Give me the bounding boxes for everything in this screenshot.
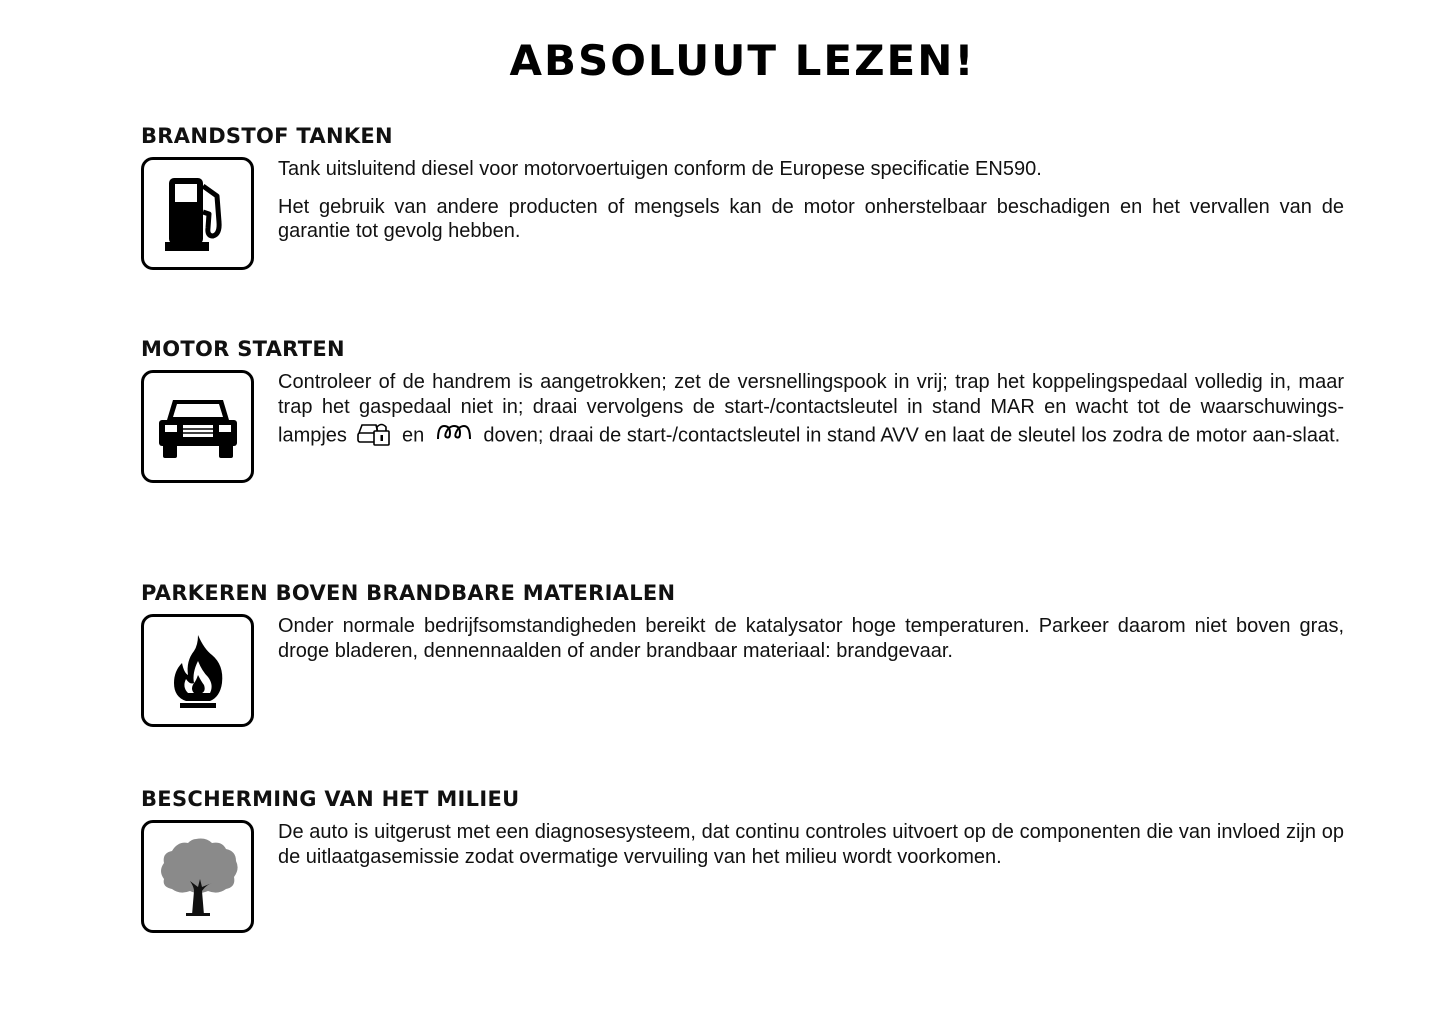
section-environment <box>141 784 1351 882</box>
section-text: doven; draai de start-/contactsleutel in stand AVV en laat de sleutel los zodra de motor aan-slaat. <box>483 424 1341 447</box>
section-heading: BESCHERMING VAN HET MILIEU <box>141 787 520 811</box>
immobilizer-icon <box>356 419 392 454</box>
flame-icon <box>141 614 254 727</box>
section-paragraph: Onder normale bedrijfsomstandigheden bereikt de katalysator hoge temperaturen. Parkeer daarom niet boven gras, droge bladeren, dennennaalden of ander brandbaar materiaal: brandgevaar. <box>278 615 1344 662</box>
section-engine-start <box>141 334 1351 467</box>
section-paragraph: Tank uitsluitend diesel voor motorvoertuigen conform de Europese specificatie EN590. <box>278 158 1042 180</box>
section-text: en <box>402 424 425 447</box>
section-heading: PARKEREN BOVEN BRANDBARE MATERIALEN <box>141 581 676 605</box>
glow-plug-icon <box>434 423 474 450</box>
section-paragraph: De auto is uitgerust met een diagnosesysteem, dat continu controles uitvoert op de componenten die van invloed zijn op de uitlaatgasemissie zodat overmatige vervuiling van het milieu wordt voorkomen. <box>278 821 1344 868</box>
section-fuel <box>141 121 1351 257</box>
page-title: ABSOLUUT LEZEN! <box>509 36 976 85</box>
section-parking <box>141 578 1351 676</box>
section-paragraph: Het gebruik van andere producten of mengsels kan de motor onherstelbaar beschadigen en het vervallen van de garantie tot gevolg hebben. <box>278 195 1344 242</box>
section-heading: BRANDSTOF TANKEN <box>141 124 393 148</box>
tree-icon <box>141 820 254 933</box>
section-text: Controleer of de handrem is aangetrokken; zet de versnellingspook in vrij; trap het koppelingspedaal volledig in, maar trap het gaspedaal niet in; draai vervolgens de start-/contactsleutel in stand MAR en wacht tot de waarschuwings-lampjes <box>278 371 1344 447</box>
section-heading: MOTOR STARTEN <box>141 337 345 361</box>
fuel-pump-icon <box>141 157 254 270</box>
car-front-icon <box>141 370 254 483</box>
